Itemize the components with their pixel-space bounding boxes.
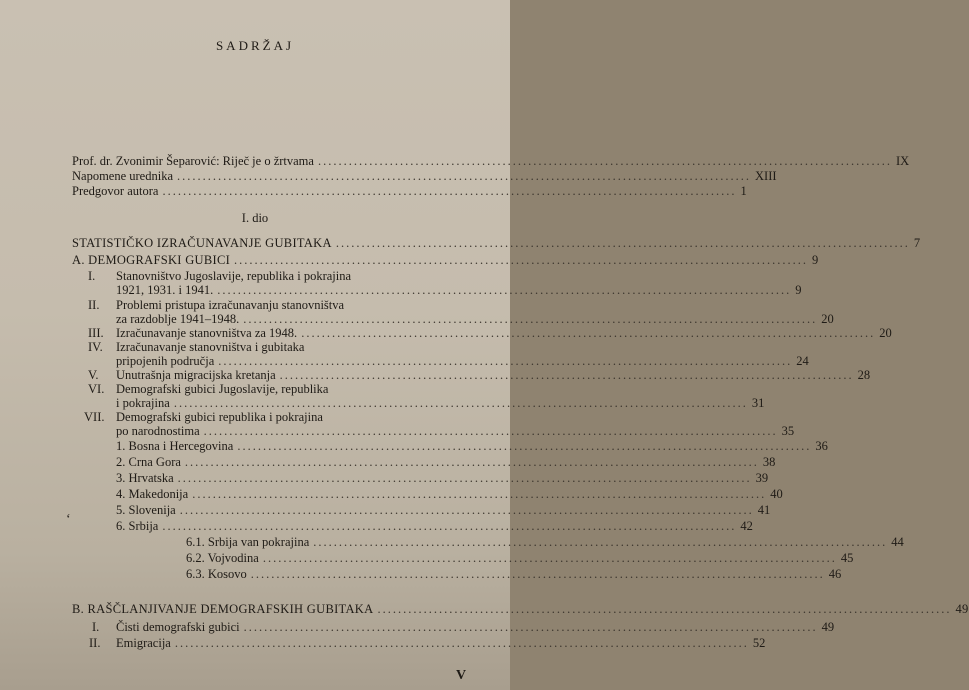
pen-mark: ʻ — [66, 512, 71, 527]
toc-entry-page: 44 — [891, 535, 904, 549]
toc-entry-label: Izračunavanje stanovništva i gubitaka — [116, 340, 305, 354]
toc-entry — [116, 354, 809, 368]
toc-entry — [116, 312, 834, 326]
toc-entry-label: STATISTIČKO IZRAČUNAVANJE GUBITAKA — [72, 236, 332, 250]
toc-entry-number: VI. — [88, 382, 105, 396]
toc-entry-number: I. — [92, 620, 100, 634]
toc-entry-page: 9 — [795, 283, 802, 297]
toc-entry-label: Demografski gubici Jugoslavije, republika — [116, 382, 329, 396]
toc-entry-label: 6. Srbija — [116, 519, 159, 533]
toc-entry — [72, 154, 910, 168]
toc-entry-page: 46 — [828, 567, 842, 581]
toc-entry-label: Prof. dr. Zvonimir Šeparović: Riječ je o žrtvama — [72, 154, 314, 168]
dot-leader: ................................................................................................................ — [335, 236, 910, 250]
dot-leader: ................................................................................................................ — [217, 283, 792, 297]
toc-entry-label: 5. Slovenija — [116, 503, 176, 517]
toc-entry-page: 52 — [752, 636, 766, 650]
toc-entry-label: 6.3. Kosovo — [186, 567, 247, 581]
toc-entry-label-cont: pripojenih područja — [116, 354, 215, 368]
dot-leader: ................................................................................................................ — [262, 551, 837, 565]
toc-entry-page: XIII — [755, 169, 777, 183]
toc-entry-label: Izračunavanje stanovništva za 1948. — [116, 326, 298, 340]
toc-entry — [186, 567, 842, 581]
dot-leader: ................................................................................................................ — [377, 602, 952, 616]
part-title: I. dio — [241, 211, 269, 225]
toc-entry-page: IX — [895, 154, 910, 168]
toc-entry — [116, 283, 802, 297]
dot-leader: ................................................................................................................ — [173, 396, 748, 410]
dot-leader: ................................................................................................................ — [179, 503, 754, 517]
toc-entry-page: 36 — [815, 439, 828, 453]
toc-entry-page: 49 — [955, 602, 969, 616]
dot-leader: ................................................................................................................ — [234, 253, 809, 267]
toc-entry — [116, 455, 776, 469]
toc-entry-label-cont: za razdoblje 1941–1948. — [116, 312, 240, 326]
toc-entry — [116, 439, 828, 453]
toc-entry — [72, 169, 777, 183]
toc-entry-page: 31 — [751, 396, 765, 410]
toc-entry-label: Napomene urednika — [72, 169, 174, 183]
toc-entry — [116, 396, 765, 410]
dot-leader: ................................................................................................................ — [279, 368, 854, 382]
toc-entry — [116, 487, 783, 501]
toc-entry-page: 1 — [740, 184, 747, 198]
toc-entry-label-cont: 1921, 1931. i 1941. — [116, 283, 214, 297]
toc-entry — [116, 620, 835, 634]
dot-leader: ................................................................................................................ — [162, 519, 737, 533]
toc-entry — [116, 519, 753, 533]
toc-entry-page: 28 — [857, 368, 871, 382]
toc-entry-label: Demografski gubici republika i pokrajina — [116, 410, 323, 424]
dot-leader: ................................................................................................................ — [313, 535, 888, 549]
dot-leader: ................................................................................................................ — [177, 471, 752, 485]
dot-leader: ................................................................................................................ — [184, 455, 759, 469]
toc-entry-page: 39 — [755, 471, 769, 485]
toc-entry — [72, 184, 747, 198]
toc-entry-page: 40 — [770, 487, 783, 501]
toc-entry-label: Problemi pristupa izračunavanju stanovništva — [116, 298, 345, 312]
dot-leader: ................................................................................................................ — [250, 567, 825, 581]
toc-entry-label-cont: i pokrajina — [116, 396, 170, 410]
toc-entry-number: IV. — [88, 340, 103, 354]
toc-entry-label: 6.2. Vojvodina — [186, 551, 259, 565]
toc-entry-number: I. — [88, 269, 96, 283]
toc-entry-label: Čisti demografski gubici — [116, 620, 240, 634]
toc-entry-label: 6.1. Srbija van pokrajina — [186, 535, 310, 549]
dot-leader: ................................................................................................................ — [243, 620, 818, 634]
toc-entry-page: 38 — [762, 455, 776, 469]
dot-leader: ................................................................................................................ — [192, 487, 767, 501]
toc-entry-page: 42 — [740, 519, 753, 533]
toc-entry-page: 20 — [821, 312, 834, 326]
dot-leader: ................................................................................................................ — [174, 636, 749, 650]
toc-entry-number: V. — [88, 368, 99, 382]
toc-entry-number: II. — [89, 636, 101, 650]
toc-entry-page: 35 — [781, 424, 795, 438]
dot-leader: ................................................................................................................ — [243, 312, 818, 326]
toc-entry-label: A. DEMOGRAFSKI GUBICI — [72, 253, 231, 267]
dot-leader: ................................................................................................................ — [177, 169, 752, 183]
toc-entry-label: Unutrašnja migracijska kretanja — [116, 368, 276, 382]
toc-entry-label: Emigracija — [116, 636, 171, 650]
dot-leader: ................................................................................................................ — [301, 326, 876, 340]
toc-entry — [116, 368, 871, 382]
toc-entry-page: 45 — [840, 551, 854, 565]
toc-entry-number: III. — [88, 326, 104, 340]
part-heading — [72, 236, 921, 250]
toc-entry-label: Predgovor autora — [72, 184, 159, 198]
page-folio: V — [456, 668, 467, 683]
toc-entry-page: 24 — [796, 354, 809, 368]
toc-entry — [186, 535, 904, 549]
dot-leader: ................................................................................................................ — [203, 424, 778, 438]
toc-entry-page: 49 — [821, 620, 835, 634]
toc-entry-page: 20 — [879, 326, 892, 340]
toc-entry-label: 1. Bosna i Hercegovina — [116, 439, 234, 453]
toc-entry — [116, 424, 795, 438]
dot-leader: ................................................................................................................ — [218, 354, 793, 368]
dot-leader: ................................................................................................................ — [237, 439, 812, 453]
section-heading — [72, 253, 819, 267]
toc-entry-label: 2. Crna Gora — [116, 455, 181, 469]
toc-entry-number: VII. — [84, 410, 105, 424]
toc-entry — [116, 471, 769, 485]
toc-entry-page: 41 — [757, 503, 771, 517]
dot-leader: ................................................................................................................ — [317, 154, 892, 168]
toc-entry-number: II. — [88, 298, 100, 312]
toc-entry — [116, 503, 771, 517]
toc-entry — [116, 636, 766, 650]
toc-entry-label: B. RAŠČLANJIVANJE DEMOGRAFSKIH GUBITAKA — [72, 602, 374, 616]
toc-entry-page: 7 — [913, 236, 921, 250]
toc-entry-label: Stanovništvo Jugoslavije, republika i pokrajina — [116, 269, 352, 283]
dot-leader: ................................................................................................................ — [162, 184, 737, 198]
toc-entry-label: 4. Makedonija — [116, 487, 189, 501]
page-title: SADRŽAJ — [215, 38, 295, 53]
toc-entry — [186, 551, 854, 565]
toc-entry-page: 9 — [812, 253, 819, 267]
section-heading — [72, 602, 969, 616]
toc-entry-label: 3. Hrvatska — [116, 471, 174, 485]
toc-entry-label-cont: po narodnostima — [116, 424, 200, 438]
toc-entry — [116, 326, 892, 340]
